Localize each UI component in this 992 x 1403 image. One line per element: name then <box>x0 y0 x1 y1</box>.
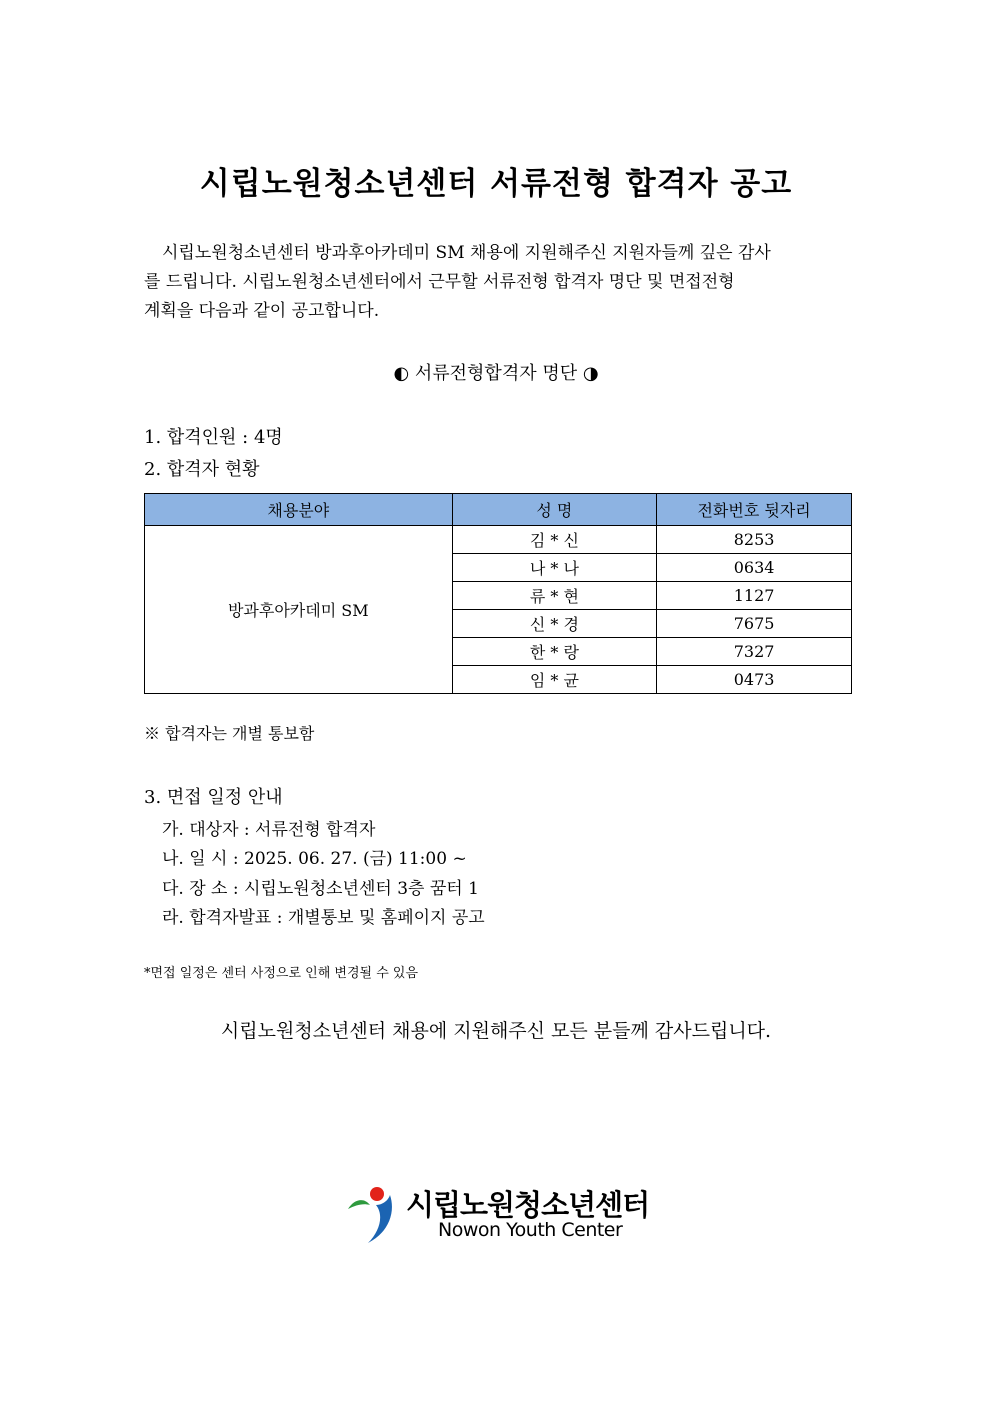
interview-target: 가. 대상자 : 서류전형 합격자 <box>162 820 376 840</box>
phone-cell: 0634 <box>657 554 852 582</box>
results-table <box>144 493 852 694</box>
phone-cell: 0473 <box>657 666 852 694</box>
pass-status-heading: 2. 합격자 현황 <box>144 459 260 480</box>
interview-place: 다. 장 소 : 시립노원청소년센터 3층 꿈터 1 <box>162 879 479 899</box>
phone-cell: 1127 <box>657 582 852 610</box>
table-header-row <box>145 494 852 526</box>
name-cell: 나 * 나 <box>452 554 657 582</box>
table-row <box>145 526 852 554</box>
phone-cell: 7675 <box>657 610 852 638</box>
intro-line: 계획을 다음과 같이 공고합니다. <box>144 301 380 321</box>
name-cell: 류 * 현 <box>452 582 657 610</box>
intro-paragraph <box>144 239 854 326</box>
logo-emblem-icon <box>346 1183 402 1245</box>
pass-count: 1. 합격인원 : 4명 <box>144 427 283 448</box>
logo-korean-name: 시립노원청소년센터 <box>406 1188 650 1222</box>
notification-note: ※ 합격자는 개별 통보함 <box>144 724 315 743</box>
schedule-change-note: *면접 일정은 센터 사정으로 인해 변경될 수 있음 <box>144 966 419 981</box>
header-phone: 전화번호 뒷자리 <box>657 494 852 526</box>
logo-english-name: Nowon Youth Center <box>438 1219 623 1241</box>
header-field: 채용분야 <box>145 494 453 526</box>
page-title: 시립노원청소년센터 서류전형 합격자 공고 <box>199 166 793 202</box>
intro-line: 시립노원청소년센터 방과후아카데미 SM 채용에 지원해주신 지원자들께 깊은 감사 <box>162 243 771 263</box>
name-cell: 신 * 경 <box>452 610 657 638</box>
header-name: 성 명 <box>452 494 657 526</box>
interview-heading: 3. 면접 일정 안내 <box>144 787 283 808</box>
section-heading: ◐ 서류전형합격자 명단 ◑ <box>393 363 599 384</box>
field-cell: 방과후아카데미 SM <box>145 526 453 694</box>
center-logo <box>346 1183 656 1245</box>
closing-message: 시립노원청소년센터 채용에 지원해주신 모든 분들께 감사드립니다. <box>220 1020 772 1042</box>
interview-announce: 라. 합격자발표 : 개별통보 및 홈페이지 공고 <box>162 908 485 928</box>
name-cell: 김 * 신 <box>452 526 657 554</box>
intro-line: 를 드립니다. 시립노원청소년센터에서 근무할 서류전형 합격자 명단 및 면접전형 <box>144 272 735 292</box>
interview-datetime: 나. 일 시 : 2025. 06. 27. (금) 11:00 ~ <box>162 849 467 869</box>
name-cell: 한 * 랑 <box>452 638 657 666</box>
phone-cell: 8253 <box>657 526 852 554</box>
phone-cell: 7327 <box>657 638 852 666</box>
name-cell: 임 * 균 <box>452 666 657 694</box>
